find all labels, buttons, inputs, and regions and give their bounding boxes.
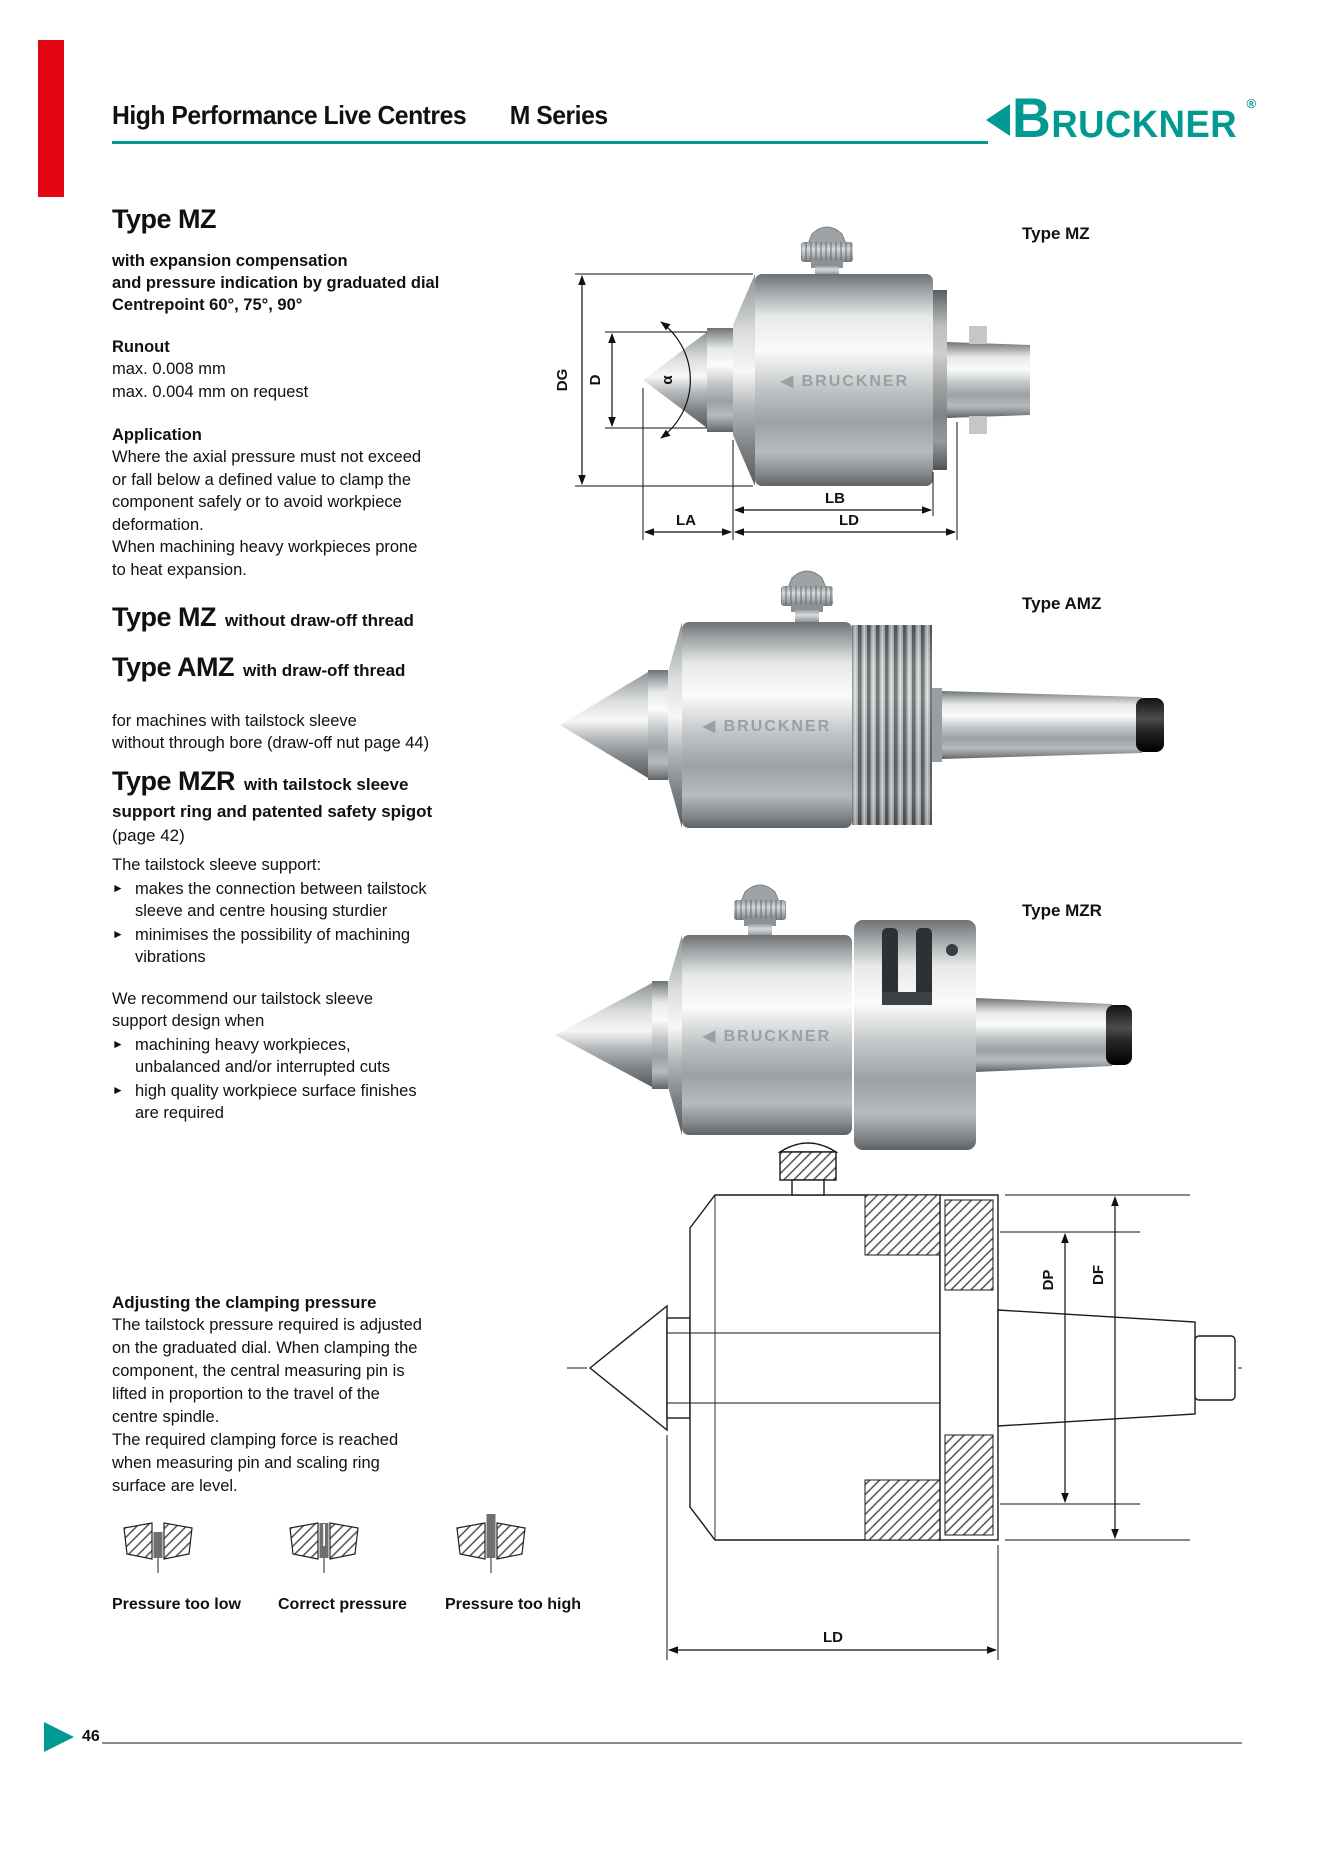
- mzr-engraving: ◀ BRUCKNER: [702, 1028, 832, 1045]
- variant-mzr-page-ref: (page 42): [112, 826, 185, 845]
- page-title: High Performance Live Centres: [112, 100, 467, 130]
- section-drawing: [567, 1143, 1243, 1540]
- variant-amz-heading: [112, 650, 492, 688]
- amz-live-centre-photo: [560, 571, 1164, 828]
- variant-mzr-name: Type MZR: [112, 766, 235, 796]
- amz-engraving: ◀ BRUCKNER: [702, 718, 832, 735]
- application-paragraph: Where the axial pressure must not exceed or fall below a defined value to clamp the component safely or to avoid workpiece deformation. When machining heavy workpieces prone to heat expansion.: [112, 448, 422, 579]
- red-accent-bar: [38, 40, 64, 197]
- variant-mzr-suffix: with tailstock sleeve: [244, 775, 409, 794]
- runout-values: max. 0.008 mm max. 0.004 mm on request: [112, 360, 309, 401]
- list-item: [112, 924, 492, 968]
- logo-text: BRUCKNER: [1012, 86, 1238, 149]
- adjusting-section: [112, 1291, 490, 1498]
- bullet-icon: ►: [112, 927, 124, 941]
- pressure-low-caption: Pressure too low: [112, 1596, 241, 1613]
- footer-rule: [102, 1742, 1242, 1744]
- bullet-text: machining heavy workpieces, unbalanced and/or interrupted cuts: [135, 1036, 391, 1076]
- figure-label-mz: Type MZ: [1022, 224, 1090, 243]
- variant-amz-note: for machines with tailstock sleeve without through bore (draw-off nut page 44): [112, 712, 430, 752]
- list-item: [112, 878, 492, 922]
- mzr-live-centre-photo: [555, 885, 1132, 1150]
- registered-mark: ®: [1246, 96, 1257, 111]
- dim-dp: DP: [1040, 1269, 1057, 1291]
- runout-heading: Runout: [112, 338, 170, 356]
- pressure-high-caption: Pressure too high: [445, 1596, 582, 1613]
- recommendation-intro: We recommend our tailstock sleeve support design when: [112, 990, 374, 1030]
- bullet-text: high quality workpiece surface finishes are required: [135, 1082, 417, 1122]
- variant-mz-name: Type MZ: [112, 602, 216, 632]
- adjusting-heading: Adjusting the clamping pressure: [112, 1293, 377, 1312]
- footer-arrow-icon: [44, 1722, 74, 1752]
- pressure-example-low: [112, 1512, 282, 1614]
- variant-mzr-heading: [112, 766, 492, 800]
- mz-live-centre-photo: [643, 227, 1030, 486]
- list-item: [112, 1034, 492, 1078]
- type-mz-heading: Type MZ: [112, 204, 216, 234]
- variant-amz-name: Type AMZ: [112, 652, 234, 682]
- dim-alpha: α: [659, 375, 676, 385]
- figure-label-mzr: Type MZR: [1022, 901, 1102, 920]
- intro-section: [112, 204, 484, 581]
- bullet-text: makes the connection between tailstock sleeve and centre housing sturdier: [135, 880, 427, 920]
- bruckner-logo: [986, 86, 1257, 153]
- bullet-icon: ►: [112, 1037, 124, 1051]
- dim-lb: LB: [825, 490, 845, 507]
- pressure-example-correct: [278, 1512, 448, 1614]
- type-mz-subheading: with expansion compensation and pressure indication by graduated dial Centrepoint 60°, 75°, 90°: [112, 252, 440, 314]
- pressure-low-icon: [120, 1512, 196, 1574]
- sleeve-support-intro: The tailstock sleeve support:: [112, 856, 322, 874]
- figure-type-amz: [480, 520, 1180, 860]
- pressure-correct-icon: [286, 1512, 362, 1574]
- pressure-high-icon: [453, 1512, 529, 1574]
- page-title-row: [112, 100, 967, 131]
- dim-ld: LD: [839, 512, 859, 529]
- dim-ld-section: LD: [823, 1629, 843, 1646]
- page-number: 46: [82, 1728, 100, 1745]
- list-item: [112, 1080, 492, 1124]
- mz-engraving: ◀ BRUCKNER: [780, 373, 910, 390]
- dim-dg: DG: [554, 368, 571, 392]
- dim-la: LA: [676, 512, 696, 529]
- figure-cross-section: [555, 1140, 1255, 1710]
- logo-arrow-icon: [986, 104, 1010, 136]
- sleeve-support-bullets: [112, 878, 492, 968]
- variant-mz-heading: [112, 600, 492, 638]
- bullet-icon: ►: [112, 881, 124, 895]
- pressure-correct-caption: Correct pressure: [278, 1596, 407, 1613]
- dim-d: D: [587, 374, 604, 386]
- variant-amz-suffix: with draw-off thread: [243, 661, 406, 680]
- variant-mzr-suffix-line2: support ring and patented safety spigot: [112, 802, 433, 821]
- recommendation-bullets: [112, 1034, 492, 1124]
- dim-df: DF: [1090, 1265, 1107, 1285]
- variants-section: [112, 600, 492, 1124]
- figure-label-amz: Type AMZ: [1022, 594, 1102, 613]
- adjusting-paragraph: The tailstock pressure required is adjusted on the graduated dial. When clamping the component, the central measuring pin is lifted in proportion to the travel of the centre spindle. The required clamping force is reached when measuring pin and scaling ring surface are level.: [112, 1316, 422, 1495]
- series-title: M Series: [509, 100, 608, 130]
- bullet-text: minimises the possibility of machining vibrations: [135, 926, 411, 966]
- bullet-icon: ►: [112, 1083, 124, 1097]
- application-heading: Application: [112, 426, 202, 444]
- title-underline: [112, 141, 988, 144]
- variant-mz-suffix: without draw-off thread: [225, 611, 414, 630]
- figure-type-mz: [455, 210, 1030, 560]
